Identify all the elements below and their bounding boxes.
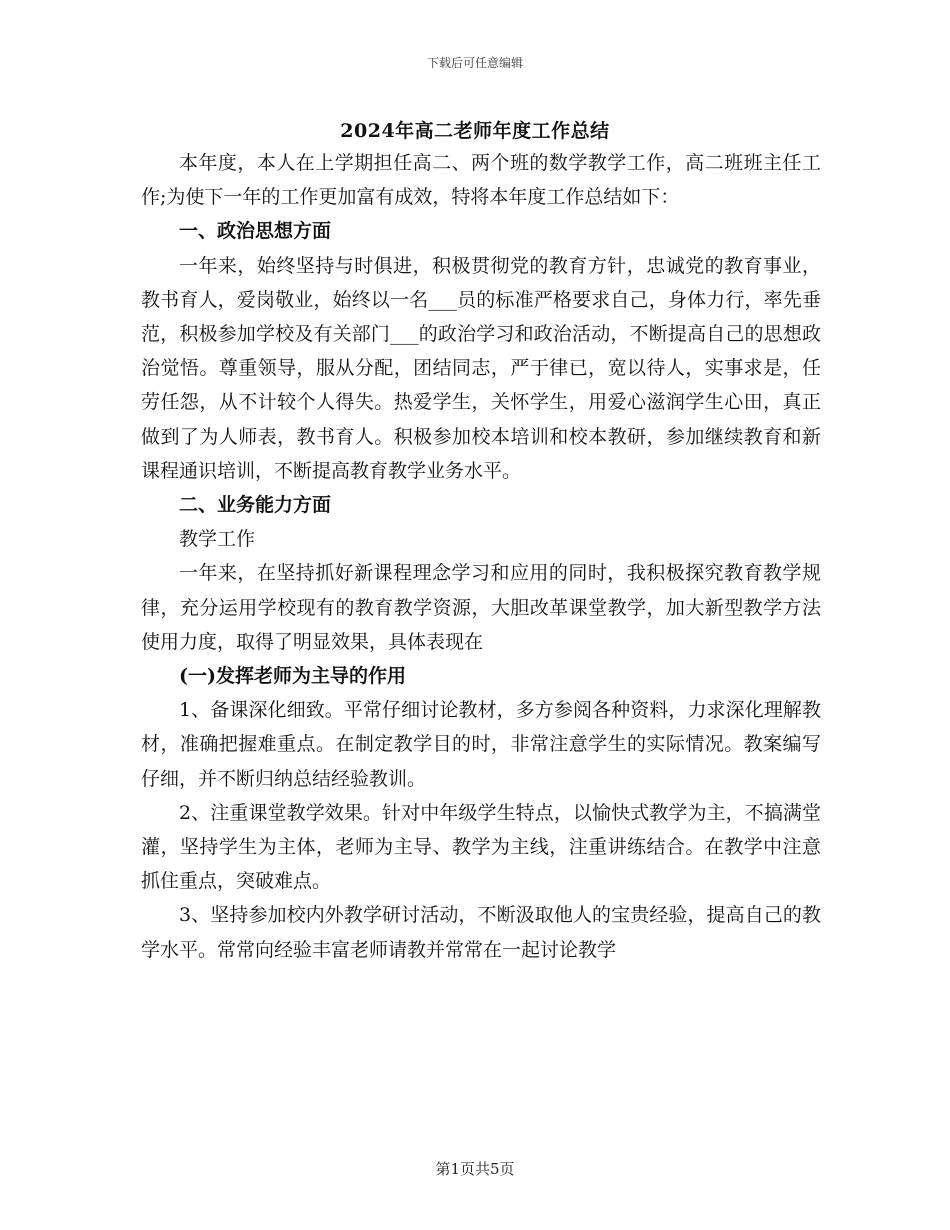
teaching-paragraph: 一年来，在坚持抓好新课程理念学习和应用的同时，我积极探究教育教学规律，充分运用学校现有的教育教学资源，大胆改革课堂教学，加大新型教学方法使用力度，取得了明显效果，具体表现在 [141, 562, 821, 653]
item-2-paragraph: 2、注重课堂教学效果。针对中年级学生特点，以愉快式教学为主，不搞满堂灌，坚持学生为主体，老师为主导、教学为主线，注重讲练结合。在教学中注意抓住重点，突破难点。 [141, 801, 821, 893]
politics-paragraph: 一年来，始终坚持与时俱进，积极贯彻党的教育方针，忠诚党的教育事业，教书育人，爱岗敬业，始终以一名___员的标准严格要求自己，身体力行，率先垂范，积极参加学校及有关部门___的政治学习和政治活动，不断提高自己的思想政治觉悟。尊重领导，服从分配，团结同志，严于律已，宽以待人，实事求是，任劳任怨，从不计较个人得失。热爱学生，关怀学生，用爱心滋润学生心田，真正做到了为人师表，教书育人。积极参加校本培训和校本教研，参加继续教育和新课程通识培训，不断提高教育教学业务水平。 [141, 254, 821, 482]
header-note: 下载后可任意编辑 [426, 56, 523, 70]
item-1-paragraph: 1、备课深化细致。平常仔细讨论教材，多方参阅各种资料，力求深化理解教材，准确把握难重点。在制定教学目的时，非常注意学生的实际情况。教案编写仔细，并不断归纳总结经验教训。 [141, 699, 821, 790]
document-title: 2024年高二老师年度工作总结 [340, 120, 610, 142]
document-body [141, 146, 821, 967]
item-3-paragraph: 3、坚持参加校内外教学研讨活动，不断汲取他人的宝贵经验，提高自己的教学水平。常常向经验丰富老师请教并常常在一起讨论教学 [141, 904, 821, 961]
section-heading-politics: 一、政治思想方面 [179, 220, 332, 243]
intro-paragraph: 本年度，本人在上学期担任高二、两个班的数学教学工作，高二班班主任工作;为使下一年的工作更加富有成效，特将本年度工作总结如下： [141, 152, 821, 209]
section-heading-ability: 二、业务能力方面 [179, 494, 332, 517]
subheading-teaching-work: 教学工作 [179, 528, 256, 551]
subsection-heading-teacher-role: (一)发挥老师为主导的作用 [179, 665, 406, 688]
page-footer: 第1页共5页 [435, 1160, 515, 1178]
